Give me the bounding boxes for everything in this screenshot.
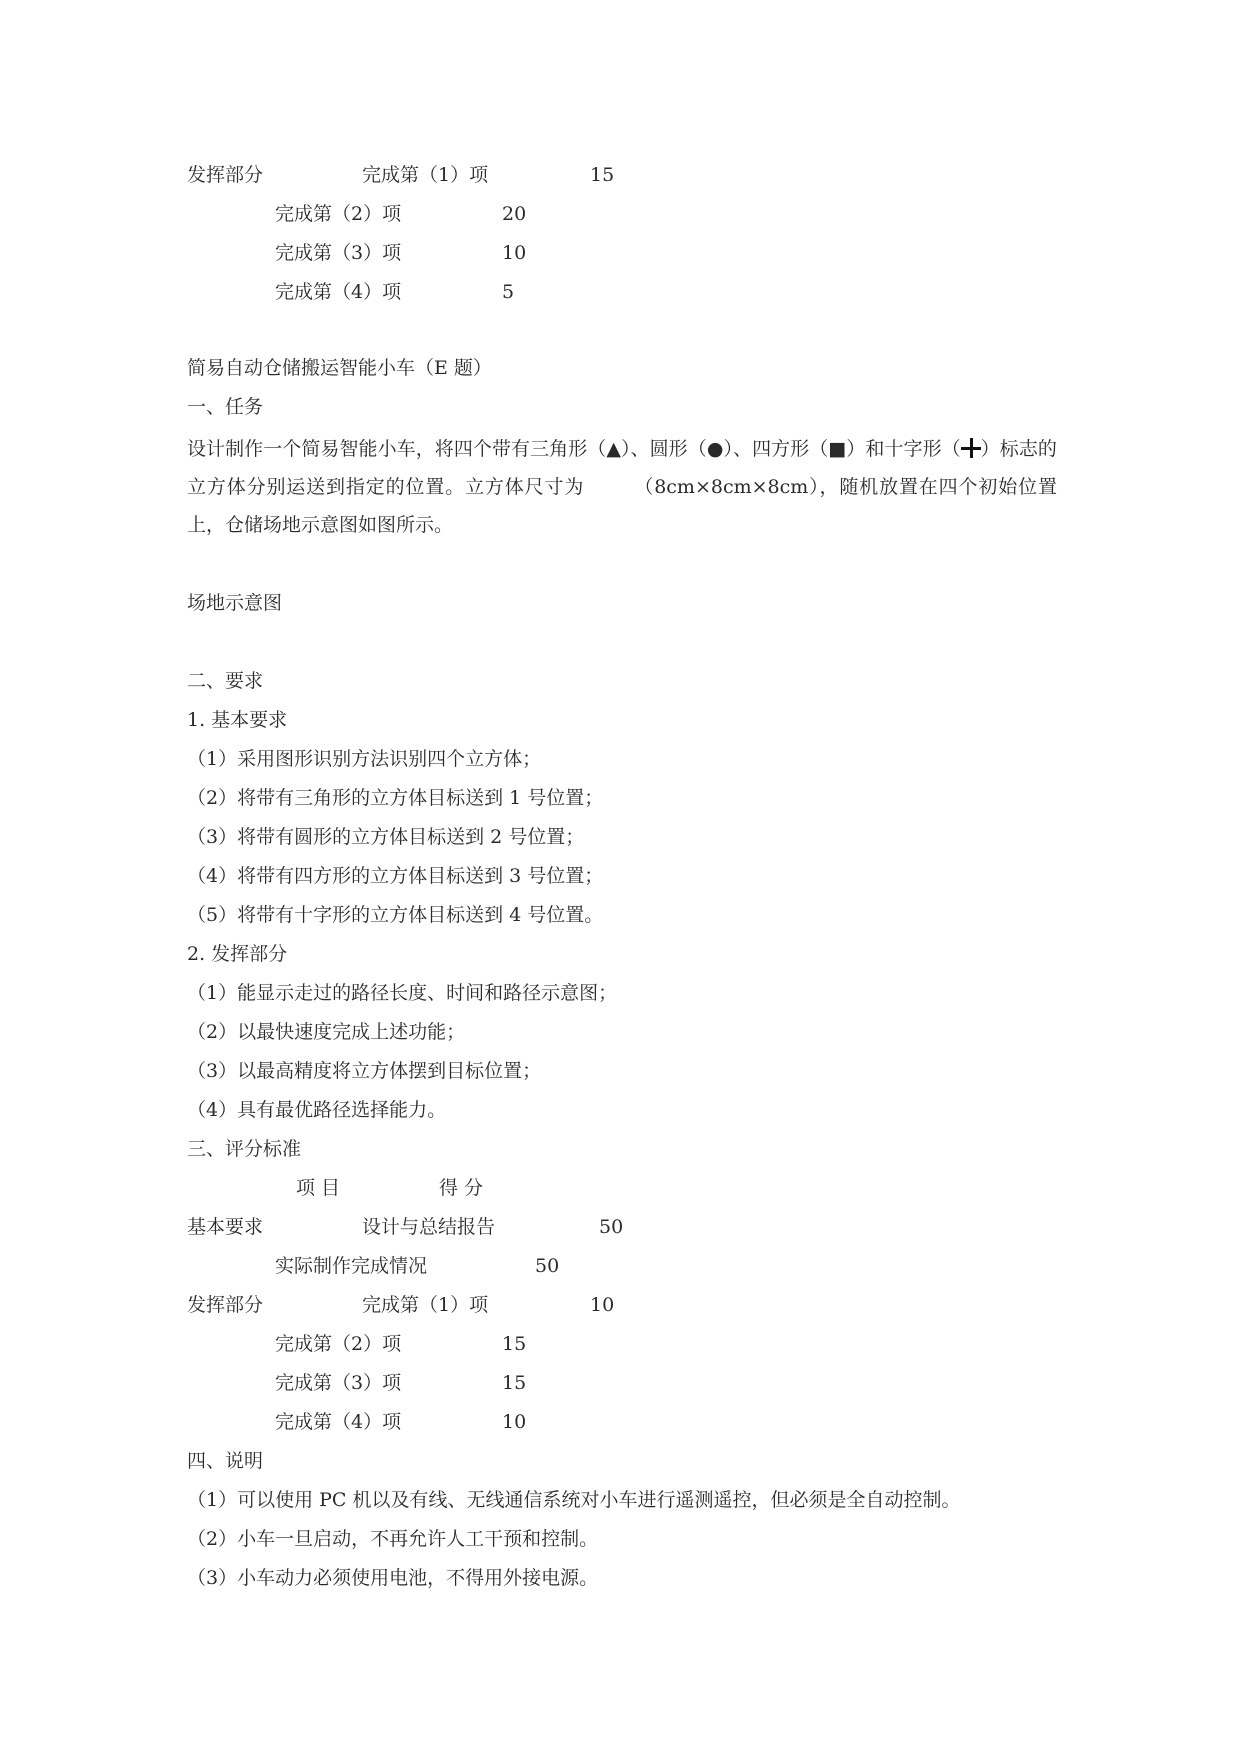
- table-score: 5: [502, 281, 515, 303]
- table-score: 15: [590, 164, 615, 186]
- list-item: （3）将带有圆形的立方体目标送到 2 号位置；: [187, 826, 585, 848]
- table-header-item: 项 目: [296, 1177, 341, 1199]
- task-text: ）、四方形（: [723, 438, 829, 460]
- list-item: （1）可以使用 PC 机以及有线、无线通信系统对小车进行遥测遥控，但必须是全自动控制。: [187, 1489, 961, 1511]
- table-item: 设计与总结报告: [362, 1216, 496, 1238]
- triangle-icon: ▲: [606, 438, 621, 460]
- table-item: 实际制作完成情况: [275, 1255, 428, 1277]
- list-item: （2）以最快速度完成上述功能；: [187, 1021, 466, 1043]
- table-header-score: 得 分: [439, 1177, 484, 1199]
- table-category: 发挥部分: [187, 164, 264, 186]
- table-score: 50: [599, 1216, 624, 1238]
- requirements-heading: 二、要求: [187, 670, 264, 692]
- task-text: ）、圆形（: [621, 438, 707, 460]
- table-item: 完成第（4）项: [275, 281, 402, 303]
- table-item: 完成第（3）项: [275, 1372, 402, 1394]
- basic-requirements-heading: 1. 基本要求: [187, 709, 288, 731]
- table-score: 50: [535, 1255, 560, 1277]
- list-item: （5）将带有十字形的立方体目标送到 4 号位置。: [187, 904, 604, 926]
- task-heading: 一、任务: [187, 396, 264, 418]
- task-text: 设计制作一个简易智能小车，将四个带有三角形（: [187, 438, 607, 460]
- table-score: 20: [502, 203, 527, 225]
- square-icon: ■: [828, 438, 847, 460]
- table-score: 10: [590, 1294, 615, 1316]
- table-score: 15: [502, 1333, 527, 1355]
- table-item: 完成第（3）项: [275, 242, 402, 264]
- list-item: （2）将带有三角形的立方体目标送到 1 号位置；: [187, 787, 604, 809]
- list-item: （4）将带有四方形的立方体目标送到 3 号位置；: [187, 865, 604, 887]
- table-item: 完成第（1）项: [362, 164, 489, 186]
- problem-title: 简易自动仓储搬运智能小车（E 题）: [187, 357, 492, 379]
- table-category: 基本要求: [187, 1216, 264, 1238]
- list-item: （2）小车一旦启动，不再允许人工干预和控制。: [187, 1528, 599, 1550]
- notes-heading: 四、说明: [187, 1450, 264, 1472]
- table-score: 10: [502, 242, 527, 264]
- scoring-heading: 三、评分标准: [187, 1138, 302, 1160]
- task-text: ）标志的立方体分别运送到指定的位置。立方体尺寸为 （8cm×8cm×8cm），随机放置在四个初始位置上，仓储场地示意图如图所示。: [187, 438, 1057, 536]
- task-paragraph: [187, 430, 1057, 544]
- table-item: 完成第（4）项: [275, 1411, 402, 1433]
- list-item: （1）能显示走过的路径长度、时间和路径示意图；: [187, 982, 618, 1004]
- list-item: （3）以最高精度将立方体摆到目标位置；: [187, 1060, 542, 1082]
- table-score: 15: [502, 1372, 527, 1394]
- list-item: （4）具有最优路径选择能力。: [187, 1099, 447, 1121]
- task-text: ）和十字形（: [846, 438, 961, 460]
- circle-icon: ●: [706, 438, 724, 460]
- table-category: 发挥部分: [187, 1294, 264, 1316]
- table-item: 完成第（2）项: [275, 203, 402, 225]
- extra-requirements-heading: 2. 发挥部分: [187, 943, 288, 965]
- table-item: 完成第（2）项: [275, 1333, 402, 1355]
- cross-icon: [961, 438, 981, 458]
- table-score: 10: [502, 1411, 527, 1433]
- list-item: （3）小车动力必须使用电池，不得用外接电源。: [187, 1567, 599, 1589]
- list-item: （1）采用图形识别方法识别四个立方体；: [187, 748, 542, 770]
- figure-caption: 场地示意图: [187, 592, 283, 614]
- table-item: 完成第（1）项: [362, 1294, 489, 1316]
